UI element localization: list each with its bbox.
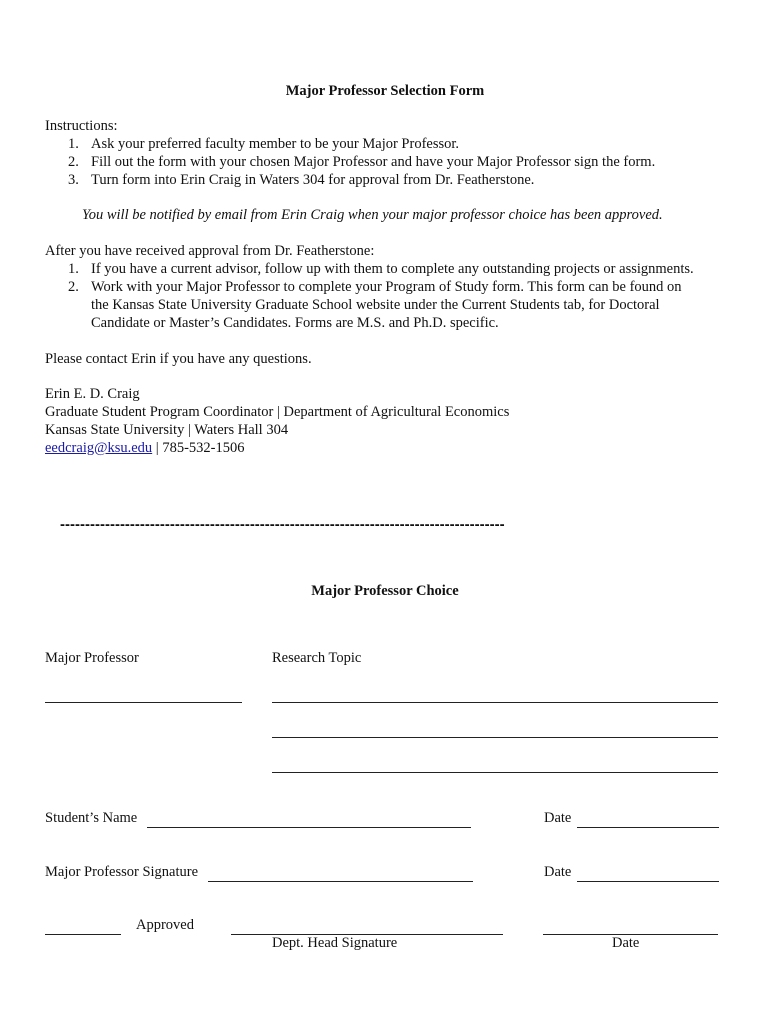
list-item-number: 2. <box>68 154 79 170</box>
date-label: Date <box>612 935 640 951</box>
student-name-label: Student’s Name <box>45 810 138 826</box>
date-field-1[interactable] <box>577 827 719 828</box>
date-label: Date <box>544 810 572 826</box>
list-item: Fill out the form with your chosen Major Professor and have your Major Professor sign the form. <box>91 154 656 170</box>
form-title: Major Professor Selection Form <box>285 83 485 99</box>
list-item-number: 1. <box>68 261 79 277</box>
separator-line: ----------------------------------------------------------------------------------------- <box>60 516 505 533</box>
list-item: Work with your Major Professor to complete your Program of Study form. This form can be found on <box>91 279 682 295</box>
contact-name: Erin E. D. Craig <box>45 386 140 402</box>
student-name-field[interactable] <box>147 827 471 828</box>
research-topic-label: Research Topic <box>272 650 362 666</box>
contact-phone: | 785-532-1506 <box>152 440 245 456</box>
notification-note: You will be notified by email from Erin Craig when your major professor choice has been approved. <box>82 207 663 223</box>
list-item: If you have a current advisor, follow up with them to complete any outstanding projects or assignments. <box>91 261 694 277</box>
list-item-continuation: Candidate or Master’s Candidates. Forms are M.S. and Ph.D. specific. <box>91 315 499 331</box>
list-item: Turn form into Erin Craig in Waters 304 for approval from Dr. Featherstone. <box>91 172 535 188</box>
major-professor-field[interactable] <box>45 702 242 703</box>
signature-field[interactable] <box>208 881 473 882</box>
after-approval-label: After you have received approval from Dr. Featherstone: <box>45 243 375 259</box>
research-topic-field-2[interactable] <box>272 737 718 738</box>
research-topic-field-1[interactable] <box>272 702 718 703</box>
approved-label: Approved <box>136 917 194 933</box>
contact-line: Please contact Erin if you have any questions. <box>45 351 312 367</box>
contact-location: Kansas State University | Waters Hall 304 <box>45 422 289 438</box>
approved-field[interactable] <box>45 934 121 935</box>
instructions-label: Instructions: <box>45 118 118 134</box>
research-topic-field-3[interactable] <box>272 772 718 773</box>
section-title: Major Professor Choice <box>311 583 459 599</box>
email-link[interactable]: eedcraig@ksu.edu <box>45 440 153 456</box>
contact-email-phone <box>45 440 244 457</box>
list-item-continuation: the Kansas State University Graduate School website under the Current Students tab, for Doctoral <box>91 297 660 313</box>
list-item-number: 2. <box>68 279 79 295</box>
signature-label: Major Professor Signature <box>45 864 199 880</box>
list-item-number: 3. <box>68 172 79 188</box>
date-field-2[interactable] <box>577 881 719 882</box>
major-professor-label: Major Professor <box>45 650 139 666</box>
date-label: Date <box>544 864 572 880</box>
dept-head-label: Dept. Head Signature <box>272 935 398 951</box>
contact-role: Graduate Student Program Coordinator | Department of Agricultural Economics <box>45 404 510 420</box>
list-item: Ask your preferred faculty member to be your Major Professor. <box>91 136 460 152</box>
list-item-number: 1. <box>68 136 79 152</box>
